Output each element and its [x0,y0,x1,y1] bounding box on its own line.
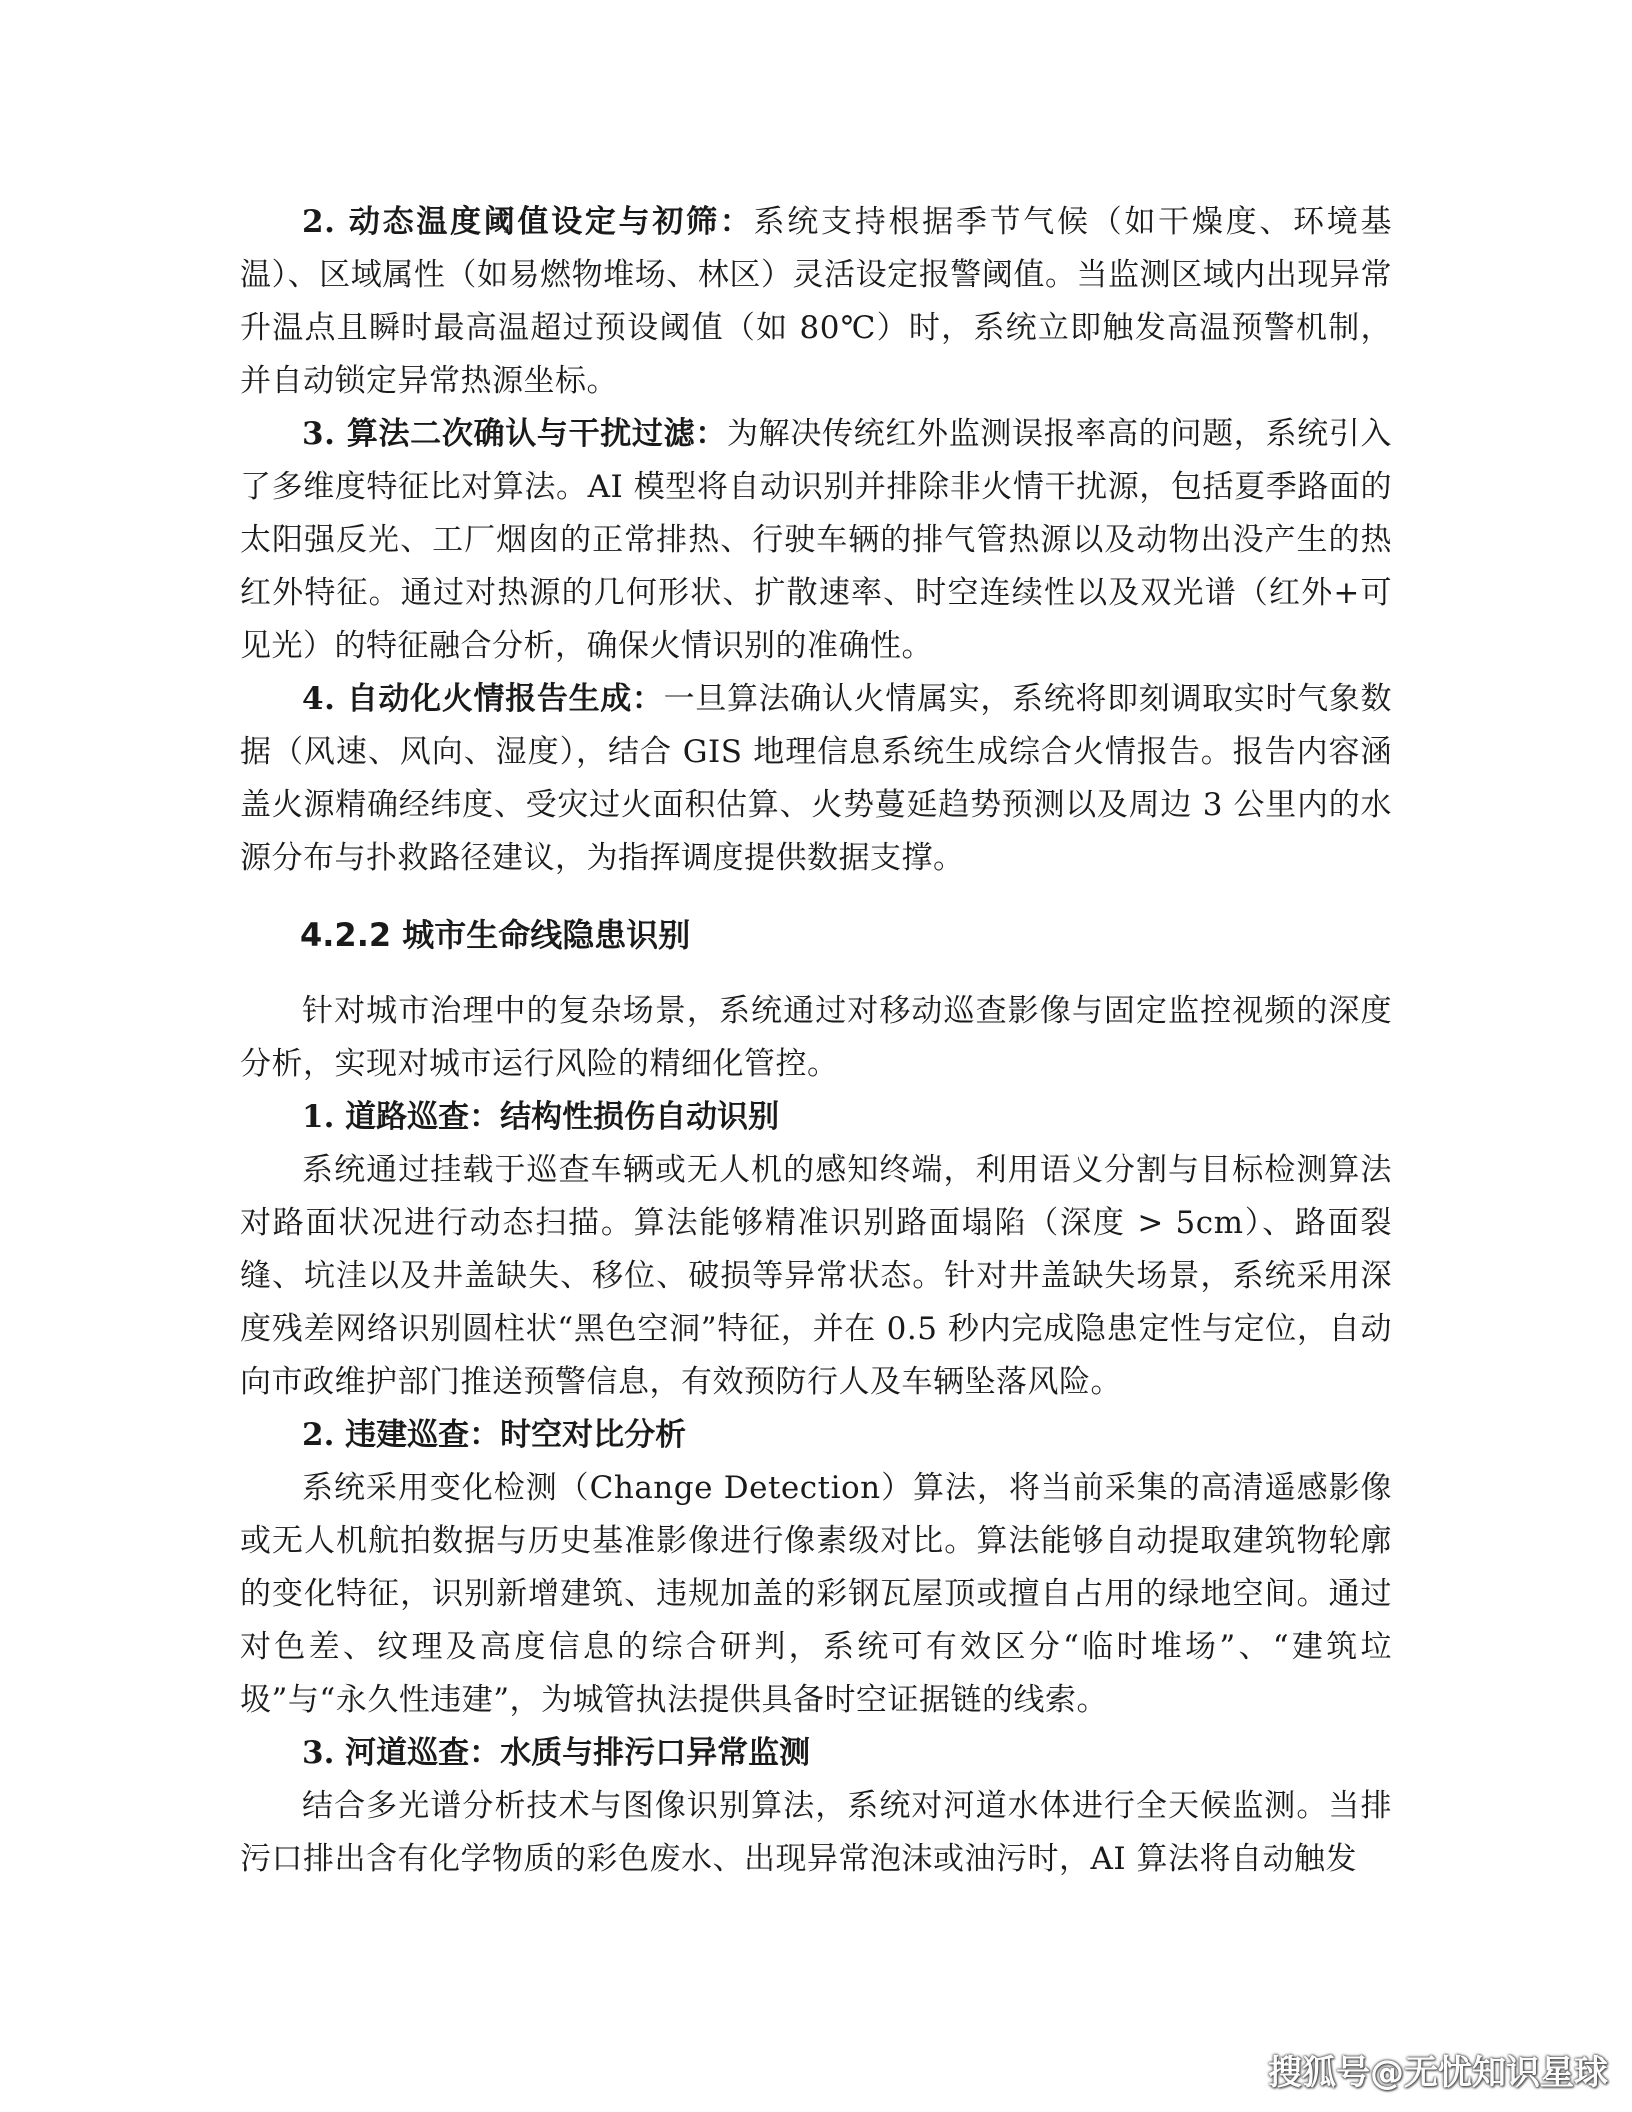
paragraph-algorithm [240,408,1392,673]
paragraph-river: 结合多光谱分析技术与图像识别算法，系统对河道水体进行全天候监测。当排污口排出含有化学物质的彩色废水、出现异常泡沫或油污时，AI 算法将自动触发 [240,1788,1392,1877]
section-intro: 针对城市治理中的复杂场景，系统通过对移动巡查影像与固定监控视频的深度分析，实现对城市运行风险的精细化管控。 [240,993,1392,1082]
paragraph-road: 系统通过挂载于巡查车辆或无人机的感知终端，利用语义分割与目标检测算法对路面状况进行动态扫描。算法能够精准识别路面塌陷（深度 > 5cm）、路面裂缝、坑洼以及井盖缺失、移位、破损等异常状态。针对井盖缺失场景，系统采用深度残差网络识别圆柱状“黑色空洞”特征，并在 0.5 秒内完成隐患定性与定位，自动向市政维护部门推送预警信息，有效预防行人及车辆坠落风险。 [240,1152,1392,1400]
paragraph-report [240,673,1392,885]
paragraph-text: 一旦算法确认火情属实，系统将即刻调取实时气象数据（风速、风向、湿度），结合 GIS 地理信息系统生成综合火情报告。报告内容涵盖火源精确经纬度、受灾过火面积估算、火势蔓延趋势预测以及周边 3 公里内的水源分布与扑救路径建议，为指挥调度提供数据支撑。 [240,681,1393,876]
paragraph-illegal-building: 系统采用变化检测（Change Detection）算法，将当前采集的高清遥感影像或无人机航拍数据与历史基准影像进行像素级对比。算法能够自动提取建筑物轮廓的变化特征，识别新增建筑、违规加盖的彩钢瓦屋顶或擅自占用的绿地空间。通过对色差、纹理及高度信息的综合研判，系统可有效区分“临时堆场”、“建筑垃圾”与“永久性违建”，为城管执法提供具备时空证据链的线索。 [240,1470,1392,1718]
watermark: 搜狐号@无忧知识星球 [1268,2053,1608,2093]
subheading-road: 1. 道路巡查：结构性损伤自动识别 [302,1099,780,1135]
paragraph-lead: 3. 算法二次确认与干扰过滤： [302,416,727,452]
paragraph-text: 系统支持根据季节气候（如干燥度、环境基温）、区域属性（如易燃物堆场、林区）灵活设定报警阈值。当监测区域内出现异常升温点且瞬时最高温超过预设阈值（如 80℃）时，系统立即触发高温预警机制，并自动锁定异常热源坐标。 [240,204,1393,399]
subheading-river: 3. 河道巡查：水质与排污口异常监测 [302,1735,811,1771]
paragraph-threshold [240,196,1392,408]
subheading-illegal-building: 2. 违建巡查：时空对比分析 [302,1417,687,1453]
document-body [240,196,1392,1886]
paragraph-lead: 4. 自动化火情报告生成： [302,681,664,717]
paragraph-text: 为解决传统红外监测误报率高的问题，系统引入了多维度特征比对算法。AI 模型将自动识别并排除非火情干扰源，包括夏季路面的太阳强反光、工厂烟囱的正常排热、行驶车辆的排气管热源以及动物出没产生的热红外特征。通过对热源的几何形状、扩散速率、时空连续性以及双光谱（红外+可见光）的特征融合分析，确保火情识别的准确性。 [240,416,1393,664]
paragraph-lead: 2. 动态温度阈值设定与初筛： [302,204,754,240]
section-heading: 4.2.2 城市生命线隐患识别 [300,916,691,954]
